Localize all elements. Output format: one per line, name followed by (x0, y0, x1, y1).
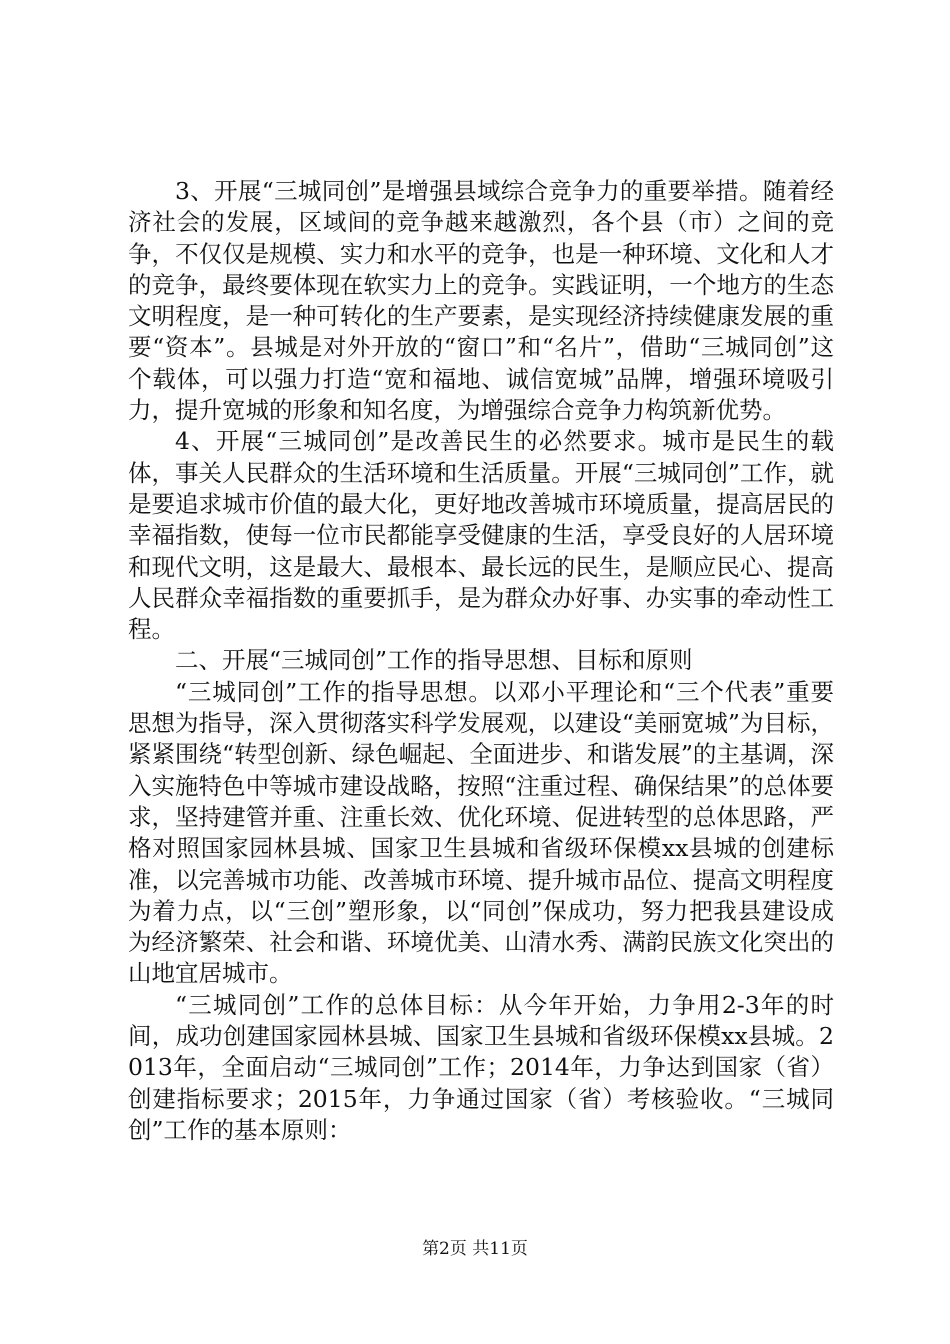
paragraph-guiding-ideology: “三城同创”工作的指导思想。以邓小平理论和“三个代表”重要思想为指导，深入贯彻落实科学发展观，以建设“美丽宽城”为目标，紧紧围绕“转型创新、绿色崛起、全面进步、和谐发展”的主基调，深入实施特色中等城市建设战略，按照“注重过程、确保结果”的总体要求，坚持建管并重、注重长效、优化环境、促进转型的总体思路，严格对照国家园林县城、国家卫生县城和省级环保模xx县城的创建标准，以完善城市功能、改善城市环境、提升城市品位、提高文明程度为着力点，以“三创”塑形象，以“同创”保成功，努力把我县建设成为经济繁荣、社会和谐、环境优美、山清水秀、满韵民族文化突出的山地宜居城市。 (128, 677, 834, 988)
paragraph-livelihood: 4、开展“三城同创”是改善民生的必然要求。城市是民生的载体，事关人民群众的生活环境和生活质量。开展“三城同创”工作，就是要追求城市价值的最大化，更好地改善城市环境质量，提高居民的幸福指数，使每一位市民都能享受健康的生活，享受良好的人居环境和现代文明，这是最大、最根本、最长远的民生，是顺应民心、提高人民群众幸福指数的重要抓手，是为群众办好事、办实事的牵动性工程。 (128, 427, 834, 644)
section-heading-guiding-principles: 二、开展“三城同创”工作的指导思想、目标和原则 (175, 646, 693, 675)
paragraph-competitiveness: 3、开展“三城同创”是增强县域综合竞争力的重要举措。随着经济社会的发展，区域间的竞争越来越激烈，各个县（市）之间的竞争，不仅仅是规模、实力和水平的竞争，也是一种环境、文化和人才的竞争，最终要体现在软实力上的竞争。实践证明，一个地方的生态文明程度，是一种可转化的生产要素，是实现经济持续健康发展的重要“资本”。县城是对外开放的“窗口”和“名片”，借助“三城同创”这个载体，可以强力打造“宽和福地、诚信宽城”品牌，增强环境吸引力，提升宽城的形象和知名度，为增强综合竞争力构筑新优势。 (128, 177, 834, 425)
paragraph-overall-goal: “三城同创”工作的总体目标：从今年开始，力争用2-3年的时间，成功创建国家园林县城、国家卫生县城和省级环保模xx县城。2013年，全面启动“三城同创”工作；2014年，力争达到国家（省）创建指标要求；2015年，力争通过国家（省）考核验收。“三城同创”工作的基本原则： (128, 990, 834, 1144)
page-number-footer: 第2页 共11页 (422, 1239, 528, 1259)
document-body (128, 176, 834, 1146)
